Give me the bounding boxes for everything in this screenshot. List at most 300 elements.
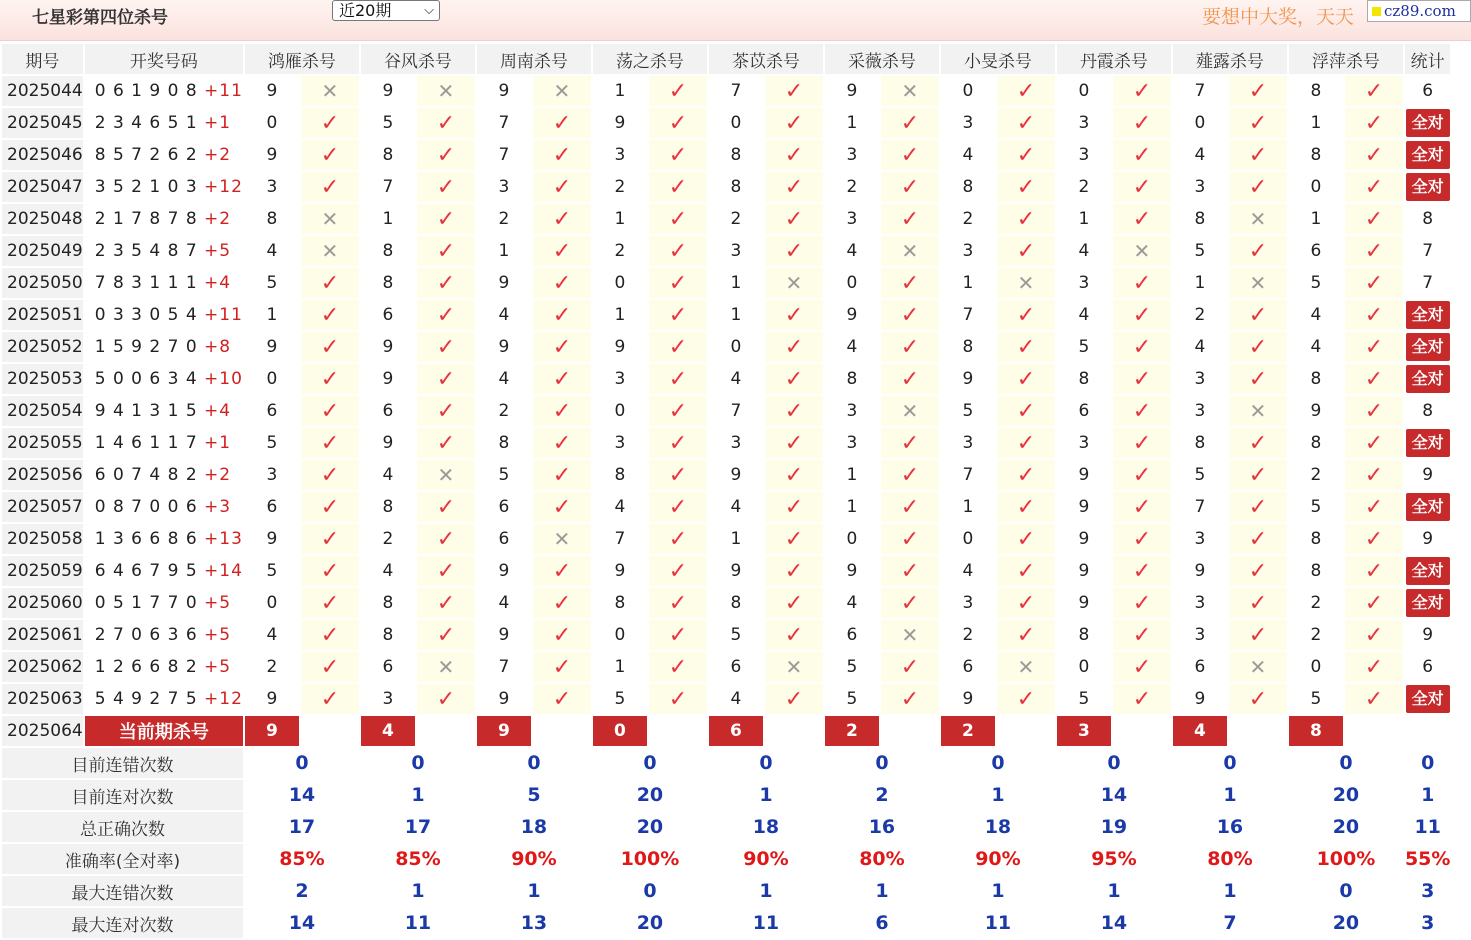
check-icon: ✓ [1229, 332, 1287, 362]
logo-square-icon [1372, 7, 1381, 16]
kill-value-cell: 9 [245, 684, 299, 714]
check-icon: ✓ [1229, 588, 1287, 618]
kill-value-cell: 9 [361, 332, 415, 362]
summary-value: 20 [1289, 812, 1403, 842]
issue-cell: 2025046 [2, 140, 83, 170]
check-icon: ✓ [765, 524, 823, 554]
check-icon: ✓ [1345, 268, 1403, 298]
check-icon: ✓ [1113, 428, 1171, 458]
check-icon: ✓ [1345, 204, 1403, 234]
kill-value-cell: 9 [709, 556, 763, 586]
range-select[interactable] [332, 0, 440, 21]
table-row [2, 652, 1450, 682]
issue-cell: 2025045 [2, 108, 83, 138]
check-icon: ✓ [765, 492, 823, 522]
table-row [2, 460, 1450, 490]
kill-value-cell: 4 [1289, 300, 1343, 330]
current-issue-row [2, 716, 1450, 746]
draw-bonus: +5 [204, 625, 232, 645]
summary-value: 0 [1289, 748, 1403, 778]
check-icon: ✓ [417, 172, 475, 202]
stat-cell: 9 [1405, 524, 1450, 554]
kill-value-cell: 4 [477, 588, 531, 618]
check-icon: ✓ [649, 428, 707, 458]
site-logo[interactable] [1367, 0, 1471, 22]
current-kill-number: 0 [593, 716, 647, 746]
kill-value-cell: 3 [593, 364, 647, 394]
kill-value-cell: 2 [477, 396, 531, 426]
check-icon: ✓ [533, 172, 591, 202]
kill-value-cell: 6 [1173, 652, 1227, 682]
kill-value-cell: 1 [709, 268, 763, 298]
kill-value-cell: 2 [1289, 620, 1343, 650]
check-icon: ✓ [997, 332, 1055, 362]
draw-bonus: +13 [204, 529, 243, 549]
stat-cell [1405, 492, 1450, 522]
stat-cell [1405, 332, 1450, 362]
draw-number-cell [85, 76, 243, 106]
kill-value-cell: 1 [825, 108, 879, 138]
cross-icon: ✕ [1229, 268, 1287, 298]
check-icon: ✓ [649, 268, 707, 298]
summary-row [2, 812, 1450, 842]
check-icon: ✓ [649, 300, 707, 330]
draw-number-cell [85, 140, 243, 170]
kill-value-cell: 7 [477, 140, 531, 170]
draw-number-cell [85, 492, 243, 522]
draw-bonus: +2 [204, 209, 232, 229]
draw-digits: 0 5 1 7 7 0 [94, 593, 198, 613]
kill-value-cell: 1 [825, 460, 879, 490]
check-icon: ✓ [881, 268, 939, 298]
summary-value: 85% [245, 844, 359, 874]
check-icon: ✓ [881, 652, 939, 682]
kill-value-cell: 1 [593, 76, 647, 106]
kill-value-cell: 7 [1173, 492, 1227, 522]
check-icon: ✓ [1345, 76, 1403, 106]
draw-digits: 0 6 1 9 0 8 [94, 81, 198, 101]
draw-bonus: +2 [204, 145, 232, 165]
kill-value-cell: 3 [1173, 172, 1227, 202]
kill-value-cell: 6 [245, 396, 299, 426]
check-icon: ✓ [1113, 268, 1171, 298]
kill-value-cell: 3 [593, 140, 647, 170]
draw-digits: 2 3 4 6 5 1 [94, 113, 198, 133]
check-icon: ✓ [649, 108, 707, 138]
all-correct-badge: 全对 [1406, 557, 1450, 585]
summary-row [2, 780, 1450, 810]
summary-value: 55% [1405, 844, 1450, 874]
column-header: 薤露杀号 [1173, 44, 1287, 74]
check-icon: ✓ [1345, 364, 1403, 394]
issue-cell: 2025058 [2, 524, 83, 554]
kill-value-cell: 4 [477, 364, 531, 394]
stat-cell [1405, 364, 1450, 394]
check-icon: ✓ [997, 492, 1055, 522]
kill-value-cell: 3 [825, 204, 879, 234]
table-row [2, 108, 1450, 138]
summary-value: 0 [1057, 748, 1171, 778]
kill-value-cell: 2 [941, 620, 995, 650]
stat-cell: 8 [1405, 396, 1450, 426]
kill-value-cell: 5 [1057, 684, 1111, 714]
kill-value-cell: 7 [593, 524, 647, 554]
kill-value-cell: 4 [941, 140, 995, 170]
check-icon: ✓ [1229, 524, 1287, 554]
kill-value-cell: 9 [245, 332, 299, 362]
kill-value-cell: 3 [1173, 620, 1227, 650]
kill-value-cell: 1 [941, 492, 995, 522]
top-bar [0, 0, 1471, 41]
draw-bonus: +11 [204, 81, 243, 101]
kill-value-cell: 3 [1173, 396, 1227, 426]
kill-value-cell: 0 [1057, 76, 1111, 106]
summary-value: 17 [245, 812, 359, 842]
column-header: 周南杀号 [477, 44, 591, 74]
cross-icon: ✕ [533, 76, 591, 106]
check-icon: ✓ [417, 140, 475, 170]
check-icon: ✓ [417, 620, 475, 650]
kill-value-cell: 0 [593, 268, 647, 298]
kill-value-cell: 7 [477, 108, 531, 138]
kill-value-cell: 5 [825, 652, 879, 682]
draw-number-cell [85, 300, 243, 330]
check-icon: ✓ [765, 620, 823, 650]
check-icon: ✓ [649, 652, 707, 682]
draw-number-cell [85, 332, 243, 362]
kill-value-cell: 2 [1289, 460, 1343, 490]
draw-number-cell [85, 428, 243, 458]
kill-value-cell: 0 [825, 268, 879, 298]
summary-value: 0 [1289, 876, 1403, 906]
issue-cell: 2025054 [2, 396, 83, 426]
kill-value-cell: 4 [1057, 300, 1111, 330]
kill-value-cell: 7 [941, 300, 995, 330]
check-icon: ✓ [997, 204, 1055, 234]
kill-value-cell: 8 [825, 364, 879, 394]
check-icon: ✓ [301, 460, 359, 490]
kill-value-cell: 7 [709, 396, 763, 426]
kill-value-cell: 2 [1289, 588, 1343, 618]
check-icon: ✓ [301, 620, 359, 650]
table-row [2, 236, 1450, 266]
kill-value-cell: 4 [245, 236, 299, 266]
summary-value: 1 [1173, 780, 1287, 810]
summary-value: 20 [593, 780, 707, 810]
kill-value-cell: 2 [245, 652, 299, 682]
summary-value: 1 [1173, 876, 1287, 906]
summary-value: 3 [1405, 908, 1450, 938]
summary-value: 0 [245, 748, 359, 778]
kill-value-cell: 9 [1173, 556, 1227, 586]
check-icon: ✓ [649, 684, 707, 714]
summary-value: 80% [825, 844, 939, 874]
check-icon: ✓ [649, 620, 707, 650]
kill-value-cell: 8 [1289, 428, 1343, 458]
blank-cell [1405, 716, 1450, 746]
draw-digits: 2 1 7 8 7 8 [94, 209, 198, 229]
draw-number-cell [85, 108, 243, 138]
kill-value-cell: 3 [245, 460, 299, 490]
current-kill-number: 9 [477, 716, 531, 746]
kill-value-cell: 1 [941, 268, 995, 298]
check-icon: ✓ [417, 492, 475, 522]
table-row [2, 300, 1450, 330]
draw-number-cell [85, 460, 243, 490]
summary-value: 1 [709, 876, 823, 906]
check-icon: ✓ [649, 364, 707, 394]
check-icon: ✓ [649, 204, 707, 234]
table-row [2, 140, 1450, 170]
stat-cell [1405, 684, 1450, 714]
kill-value-cell: 9 [1057, 492, 1111, 522]
summary-value: 14 [1057, 780, 1171, 810]
check-icon: ✓ [649, 76, 707, 106]
table-row [2, 396, 1450, 426]
draw-digits: 0 8 7 0 0 6 [94, 497, 198, 517]
draw-digits: 0 3 3 0 5 4 [94, 305, 198, 325]
kill-value-cell: 3 [1057, 268, 1111, 298]
all-correct-badge: 全对 [1406, 429, 1450, 457]
kill-value-cell: 8 [941, 332, 995, 362]
check-icon: ✓ [1345, 652, 1403, 682]
cross-icon: ✕ [301, 236, 359, 266]
column-header: 茶苡杀号 [709, 44, 823, 74]
kill-value-cell: 2 [477, 204, 531, 234]
blank-cell [1345, 716, 1403, 746]
kill-value-cell: 1 [1057, 204, 1111, 234]
draw-number-cell [85, 588, 243, 618]
summary-value: 1 [1405, 780, 1450, 810]
check-icon: ✓ [1229, 76, 1287, 106]
kill-value-cell: 6 [709, 652, 763, 682]
kill-value-cell: 6 [1057, 396, 1111, 426]
issue-cell: 2025060 [2, 588, 83, 618]
cross-icon: ✕ [417, 76, 475, 106]
kill-value-cell: 8 [361, 588, 415, 618]
kill-value-cell: 8 [709, 588, 763, 618]
column-header: 统计 [1405, 44, 1450, 74]
check-icon: ✓ [301, 556, 359, 586]
kill-value-cell: 1 [593, 652, 647, 682]
check-icon: ✓ [765, 332, 823, 362]
check-icon: ✓ [1113, 108, 1171, 138]
draw-number-cell [85, 236, 243, 266]
kill-value-cell: 8 [361, 236, 415, 266]
stat-cell: 7 [1405, 236, 1450, 266]
summary-value: 14 [245, 908, 359, 938]
check-icon: ✓ [765, 300, 823, 330]
check-icon: ✓ [1229, 300, 1287, 330]
check-icon: ✓ [301, 300, 359, 330]
check-icon: ✓ [1229, 428, 1287, 458]
blank-cell [997, 716, 1055, 746]
kill-value-cell: 8 [477, 428, 531, 458]
kill-value-cell: 5 [1289, 492, 1343, 522]
draw-digits: 2 7 0 6 3 6 [94, 625, 198, 645]
stat-cell [1405, 588, 1450, 618]
kill-value-cell: 8 [361, 492, 415, 522]
all-correct-badge: 全对 [1406, 141, 1450, 169]
draw-digits: 9 4 1 3 1 5 [94, 401, 198, 421]
check-icon: ✓ [881, 460, 939, 490]
kill-value-cell: 3 [1173, 364, 1227, 394]
kill-value-cell: 6 [825, 620, 879, 650]
kill-value-cell: 1 [477, 236, 531, 266]
kill-value-cell: 2 [593, 236, 647, 266]
cross-icon: ✕ [533, 524, 591, 554]
kill-value-cell: 3 [1057, 428, 1111, 458]
check-icon: ✓ [1113, 204, 1171, 234]
kill-value-cell: 1 [361, 204, 415, 234]
kill-value-cell: 9 [477, 268, 531, 298]
check-icon: ✓ [765, 428, 823, 458]
check-icon: ✓ [417, 236, 475, 266]
check-icon: ✓ [1345, 556, 1403, 586]
stat-cell: 6 [1405, 76, 1450, 106]
table-row [2, 268, 1450, 298]
kill-value-cell: 9 [1057, 460, 1111, 490]
kill-value-cell: 4 [1289, 332, 1343, 362]
check-icon: ✓ [301, 428, 359, 458]
check-icon: ✓ [1113, 652, 1171, 682]
summary-value: 0 [825, 748, 939, 778]
draw-number-cell [85, 620, 243, 650]
check-icon: ✓ [301, 172, 359, 202]
summary-label: 最大连错次数 [2, 876, 243, 906]
check-icon: ✓ [1113, 492, 1171, 522]
kill-value-cell: 8 [593, 588, 647, 618]
issue-cell: 2025049 [2, 236, 83, 266]
kill-value-cell: 1 [709, 300, 763, 330]
summary-value: 100% [593, 844, 707, 874]
check-icon: ✓ [649, 588, 707, 618]
check-icon: ✓ [1345, 524, 1403, 554]
kill-value-cell: 6 [361, 652, 415, 682]
kill-value-cell: 3 [1057, 108, 1111, 138]
issue-cell: 2025059 [2, 556, 83, 586]
cross-icon: ✕ [301, 204, 359, 234]
summary-value: 0 [593, 876, 707, 906]
kill-value-cell: 3 [245, 172, 299, 202]
kill-value-cell: 1 [1289, 204, 1343, 234]
summary-row [2, 908, 1450, 938]
draw-bonus: +4 [204, 401, 232, 421]
current-kill-number: 4 [361, 716, 415, 746]
kill-value-cell: 3 [709, 428, 763, 458]
summary-value: 1 [361, 876, 475, 906]
cross-icon: ✕ [1113, 236, 1171, 266]
stat-cell [1405, 172, 1450, 202]
kill-value-cell: 8 [1057, 620, 1111, 650]
issue-cell: 2025052 [2, 332, 83, 362]
draw-digits: 3 5 2 1 0 3 [94, 177, 198, 197]
kill-value-cell: 3 [709, 236, 763, 266]
table-row [2, 556, 1450, 586]
check-icon: ✓ [997, 236, 1055, 266]
check-icon: ✓ [881, 172, 939, 202]
check-icon: ✓ [1229, 620, 1287, 650]
check-icon: ✓ [417, 684, 475, 714]
issue-cell: 2025044 [2, 76, 83, 106]
kill-value-cell: 8 [1289, 364, 1343, 394]
kill-value-cell: 8 [1057, 364, 1111, 394]
kill-value-cell: 9 [1057, 556, 1111, 586]
table-row [2, 204, 1450, 234]
kill-value-cell: 8 [361, 620, 415, 650]
summary-value: 1 [477, 876, 591, 906]
kill-value-cell: 0 [1289, 172, 1343, 202]
check-icon: ✓ [1229, 140, 1287, 170]
check-icon: ✓ [417, 332, 475, 362]
draw-digits: 1 5 9 2 7 0 [94, 337, 198, 357]
check-icon: ✓ [1345, 684, 1403, 714]
check-icon: ✓ [1113, 332, 1171, 362]
check-icon: ✓ [997, 108, 1055, 138]
check-icon: ✓ [1113, 620, 1171, 650]
summary-value: 1 [361, 780, 475, 810]
summary-value: 11 [941, 908, 1055, 938]
cross-icon: ✕ [881, 76, 939, 106]
check-icon: ✓ [533, 652, 591, 682]
check-icon: ✓ [1345, 300, 1403, 330]
summary-label: 最大连对次数 [2, 908, 243, 938]
draw-bonus: +4 [204, 273, 232, 293]
kill-value-cell: 8 [361, 140, 415, 170]
summary-label: 目前连错次数 [2, 748, 243, 778]
kill-value-cell: 6 [361, 300, 415, 330]
kill-value-cell: 9 [477, 620, 531, 650]
cross-icon: ✕ [1229, 204, 1287, 234]
check-icon: ✓ [997, 172, 1055, 202]
kill-value-cell: 5 [245, 428, 299, 458]
issue-cell: 2025047 [2, 172, 83, 202]
draw-digits: 1 4 6 1 1 7 [94, 433, 198, 453]
draw-digits: 5 4 9 2 7 5 [94, 689, 198, 709]
check-icon: ✓ [1345, 428, 1403, 458]
check-icon: ✓ [301, 588, 359, 618]
check-icon: ✓ [765, 396, 823, 426]
draw-digits: 6 4 6 7 9 5 [94, 561, 198, 581]
check-icon: ✓ [533, 620, 591, 650]
summary-value: 1 [941, 876, 1055, 906]
kill-value-cell: 6 [1289, 236, 1343, 266]
check-icon: ✓ [301, 268, 359, 298]
summary-value: 19 [1057, 812, 1171, 842]
kill-value-cell: 4 [361, 460, 415, 490]
kill-value-cell: 8 [361, 268, 415, 298]
kill-value-cell: 7 [477, 652, 531, 682]
column-header: 期号 [2, 44, 83, 74]
check-icon: ✓ [301, 108, 359, 138]
column-header: 开奖号码 [85, 44, 243, 74]
kill-value-cell: 9 [825, 300, 879, 330]
check-icon: ✓ [417, 364, 475, 394]
kill-value-cell: 9 [477, 76, 531, 106]
check-icon: ✓ [301, 332, 359, 362]
stat-cell: 9 [1405, 620, 1450, 650]
table-row [2, 620, 1450, 650]
table-row [2, 364, 1450, 394]
column-header: 丹霞杀号 [1057, 44, 1171, 74]
draw-number-cell [85, 396, 243, 426]
all-correct-badge: 全对 [1406, 365, 1450, 393]
kill-value-cell: 4 [825, 588, 879, 618]
kill-value-cell: 5 [1057, 332, 1111, 362]
check-icon: ✓ [1345, 396, 1403, 426]
kill-number-table [0, 42, 1452, 940]
kill-value-cell: 5 [477, 460, 531, 490]
